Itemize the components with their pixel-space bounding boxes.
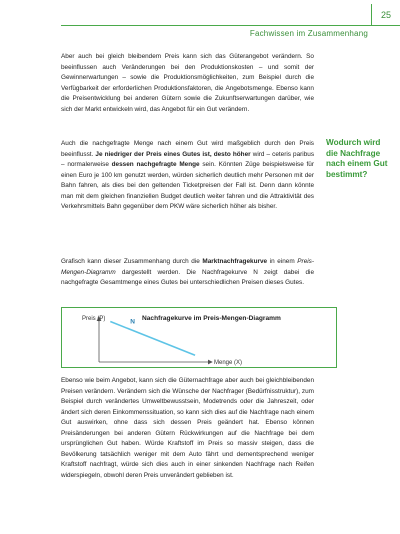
text-span: Auch die nachgefragte Menge nach einem Gut wird maßgeblich durch den Preis beeinflusst. xyxy=(61,140,314,158)
text-span: dargestellt werden. Die Nachfragekurve N zeigt dabei die nachgefragte Gesamtmenge eines Gutes bei unterschiedlichen Preisen dieses Gutes. xyxy=(61,268,314,286)
text-span: sein. Könnten Züge beispielsweise für einen Euro je 100 km genutzt werden, würden sicherlich deutlich mehr Personen mit der Bahn fahren, als dies bei den geltenden Ticketpreisen der Fall ist. Denn dann könnte man mit dem gleichen finanziellen Budget deutlich weiter fahren und die Attraktivität des Verkehrsmittels Bahn gegenüber dem PKW wäre sicherlich höher als bisher. xyxy=(61,161,314,210)
x-axis-label: Menge (X) xyxy=(214,360,243,366)
series-label: N xyxy=(130,318,136,326)
header-rule xyxy=(61,25,400,26)
margin-question: Wodurch wird die Nachfrage nach einem Gut bestimmt? xyxy=(326,138,388,179)
paragraph-demand-price xyxy=(61,139,314,213)
text-span: wird – ceteris paribus – normalerweise xyxy=(61,150,315,168)
demand-curve-chart xyxy=(61,307,337,368)
paragraph-demand-shifts: Ebenso wie beim Angebot, kann sich die Güternachfrage aber auch bei gleichbleibenden Preisen verändern. Verändern sich die Wünsche der Nachfrager (Bedürfnisstruktur), zum Beispiel durch verändertes Umweltbewusstsein, Modetrends oder die Jahreszeit, oder ändert sich deren Einkommenssituation, so kann sich dies auf die Nachfrage nach einem Gut auswirken, ohne dass sich dessen Preis geändert hat. Ebenso können Preisänderungen bei anderen Gütern Rückwirkungen auf die Nachfrage bei dem ursprünglichen Gut haben. Würde Kraftstoff im Preis so massiv steigen, dass die Bevölkerung tatsächlich weniger mit dem Auto fährt und dementsprechend weniger Kraftstoff nachfragt, würde sich dies auch in einer sinkenden Nachfrage nach Reifen widerspiegeln, obwohl deren Preis unverändert geblieben ist. xyxy=(61,377,314,479)
demand-curve-line xyxy=(110,322,195,356)
paragraph-graphic-representation xyxy=(61,257,314,289)
bold-text: dessen nachgefragte Menge xyxy=(111,161,200,168)
page-number: 25 xyxy=(380,10,391,20)
text-span: in einem xyxy=(267,258,298,265)
chart-title: Nachfragekurve im Preis-Mengen-Diagramm xyxy=(142,315,281,322)
italic-text: Preis-Mengen-Diagramm xyxy=(61,258,314,276)
chart-svg xyxy=(62,308,336,367)
section-title: Fachwissen im Zusammenhang xyxy=(249,29,368,38)
text-span: Grafisch kann dieser Zusammenhang durch die xyxy=(61,258,203,265)
paragraph-supply-changes: Aber auch bei gleich bleibendem Preis kann sich das Güterangebot verändern. So beeinflussen auch Veränderungen bei den Produktionskosten – und somit der Gewinnerwartungen – sowie die Produktionsmöglichkeiten, zum Beispiel durch die Verfügbarkeit der erforderlichen Produktionsfaktoren, die Angebotsmenge. Ebenso kann die Preisentwicklung bei anderen Gütern sowie die Zukunftserwartungen darüber, wie sich der Markt entwickeln wird, das Angebot für ein Gut verändern. xyxy=(61,53,314,113)
series-layer xyxy=(110,319,195,356)
bold-text: Marktnachfragekurve xyxy=(202,258,268,265)
bold-text: Je niedriger der Preis eines Gutes ist, desto höher xyxy=(95,150,251,158)
y-axis-label: Preis (P) xyxy=(82,316,106,322)
